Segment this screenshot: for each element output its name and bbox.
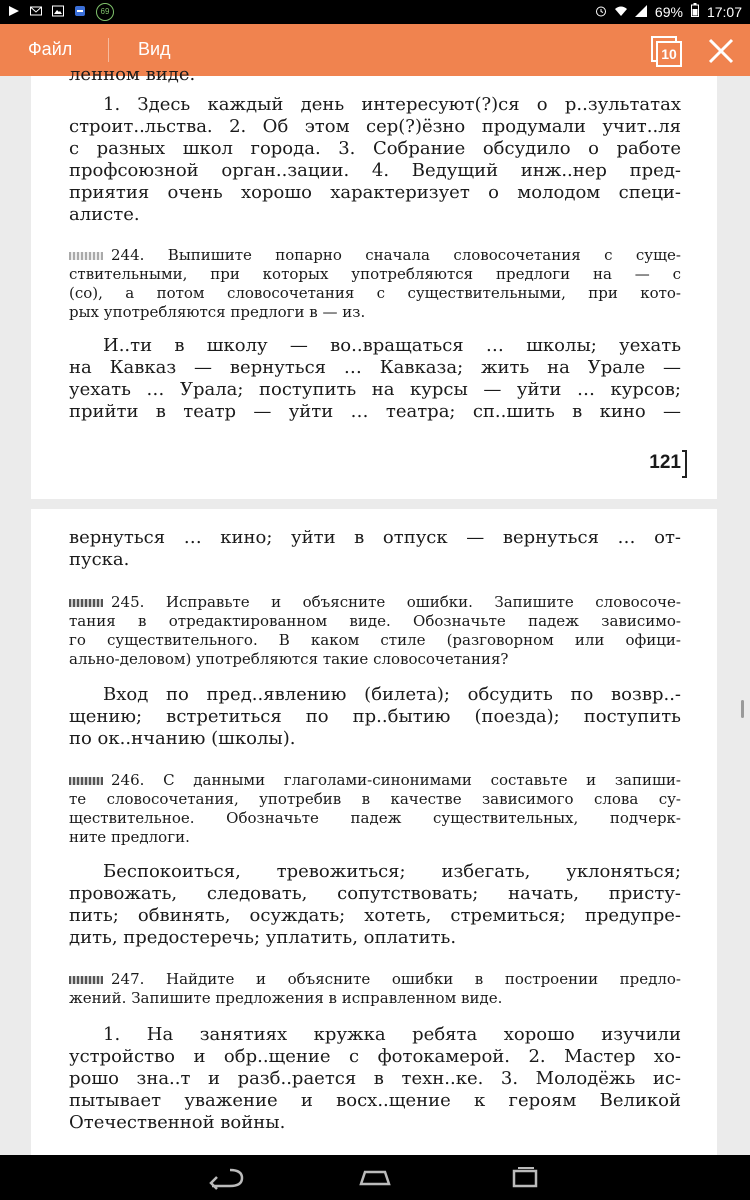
- signal-icon: [635, 4, 647, 20]
- clock-time: 17:07: [706, 3, 742, 20]
- exercise-247-body-line: устройство и обр..щение с фотокамерой. 2. Мастер хо-: [69, 1046, 681, 1067]
- close-icon: [706, 36, 736, 66]
- book-page-122: [31, 509, 717, 1155]
- back-button[interactable]: [200, 1164, 248, 1192]
- app-icon: [74, 4, 86, 20]
- exercise-247-body-line: Отечественной войны.: [69, 1112, 286, 1133]
- mail-icon: [30, 4, 42, 20]
- page-count-button[interactable]: [651, 36, 679, 64]
- exercise-245-task-line: ально-деловом) употребляются такие словосочетания?: [69, 650, 509, 668]
- exercise-244-task-line: 244. Выпишите попарно сначала словосочетания с суще-: [111, 246, 681, 264]
- navigation-bar: [0, 1155, 750, 1200]
- status-bar: [0, 0, 750, 24]
- exercise-marker-icon: [69, 976, 103, 984]
- battery-icon: [691, 3, 699, 20]
- exercise-246-body-line: пить; обвинять, осуждать; хотеть, стремиться; предупре-: [69, 905, 681, 926]
- battery-percent: 69%: [654, 3, 683, 20]
- alarm-icon: [595, 4, 607, 20]
- exercise-246-task-line: ществительное. Обозначьте падеж существительных, подчерк-: [69, 809, 681, 827]
- exercise-245-body-line: Вход по пред..явлению (билета); обсудить по возвр..-: [103, 684, 681, 705]
- exercise-marker-icon: [69, 252, 103, 260]
- exercise-246-body-line: Беспокоиться, тревожиться; избегать, уклоняться;: [103, 861, 681, 882]
- exercise-marker-icon: [69, 599, 103, 607]
- exercise-244-body-line: на Кавказ — вернуться … Кавказа; жить на Урале —: [69, 357, 681, 378]
- back-icon: [200, 1164, 248, 1192]
- close-button[interactable]: [706, 36, 736, 66]
- continuation-line: пуска.: [69, 549, 130, 570]
- exercise-243-line: строит..льства. 2. Об этом сер(?)ёзно продумали учит..ля: [69, 116, 681, 137]
- exercise-243-line: профсоюзной орган..зации. 4. Ведущий инж..нер пред-: [69, 160, 681, 181]
- fragment-line: ленном виде.: [69, 64, 196, 85]
- scrollbar-thumb[interactable]: [741, 700, 744, 718]
- exercise-247-task-line: 247. Найдите и объясните ошибки в построении предло-: [111, 970, 681, 988]
- page-count-label: 10: [656, 41, 682, 67]
- toolbar-divider: [108, 38, 109, 62]
- exercise-244-body-line: И..ти в школу — во..вращаться … школы; уехать: [103, 335, 681, 356]
- page-number: 121: [649, 452, 681, 473]
- exercise-247-body-line: пытывает уважение и восх..щение к героям Великой: [69, 1090, 681, 1111]
- exercise-245-task-line: го существительного. В каком стиле (разговорном или офици-: [69, 631, 681, 649]
- exercise-244-task-line: рых употребляются предлоги в — из.: [69, 303, 366, 321]
- exercise-245-task-line: 245. Исправьте и объясните ошибки. Запишите словосоче-: [111, 593, 681, 611]
- exercise-marker-icon: [69, 777, 103, 785]
- exercise-246-body-line: дить, предостеречь; уплатить, оплатить.: [69, 927, 457, 948]
- exercise-247-task-line: жений. Запишите предложения в исправленном виде.: [69, 989, 503, 1007]
- view-menu-button[interactable]: Вид: [138, 39, 171, 59]
- exercise-243-line: с разных школ города. 3. Собрание обсудило о работе: [69, 138, 681, 159]
- exercise-244-task-line: (со), а потом словосочетания с существительными, при кото-: [69, 284, 681, 302]
- home-icon: [351, 1164, 399, 1192]
- notification-count-icon: 69: [96, 3, 114, 21]
- image-icon: [52, 4, 64, 20]
- home-button[interactable]: [351, 1164, 399, 1192]
- exercise-243-line: алисте.: [69, 204, 140, 225]
- exercise-245-task-line: тания в отредактированном виде. Обозначьте падеж зависимо-: [69, 612, 681, 630]
- exercise-243-line: приятия очень хорошо характеризует о молодом специ-: [69, 182, 681, 203]
- exercise-247-body-line: рошо зна..т и разб..рается в техн..ке. 3. Молодёжь ис-: [69, 1068, 681, 1089]
- page-number-bracket: [682, 450, 687, 478]
- exercise-246-task-line: 246. С данными глаголами-синонимами составьте и запиши-: [111, 771, 681, 789]
- exercise-243-line: 1. Здесь каждый день интересуют(?)ся о р..зультатах: [103, 94, 681, 115]
- recent-apps-icon: [500, 1164, 548, 1192]
- exercise-246-task-line: ните предлоги.: [69, 828, 190, 846]
- exercise-247-body-line: 1. На занятиях кружка ребята хорошо изучили: [103, 1024, 681, 1045]
- exercise-244-body-line: уехать … Урала; поступить на курсы — уйти … курсов;: [69, 379, 681, 400]
- exercise-245-body-line: по ок..нчанию (школы).: [69, 728, 296, 749]
- exercise-244-task-line: ствительными, при которых употребляются предлоги на — с: [69, 265, 681, 283]
- recent-apps-button[interactable]: [500, 1164, 548, 1192]
- exercise-246-task-line: те словосочетания, употребив в качестве зависимого слова су-: [69, 790, 681, 808]
- file-menu-button[interactable]: Файл: [28, 39, 73, 59]
- exercise-244-body-line: прийти в театр — уйти … театра; сп..шить в кино —: [69, 401, 681, 422]
- wifi-icon: [615, 4, 627, 20]
- continuation-line: вернуться … кино; уйти в отпуск — вернуться … от-: [69, 527, 681, 548]
- exercise-246-body-line: провожать, следовать, сопутствовать; начать, присту-: [69, 883, 681, 904]
- exercise-245-body-line: щению; встретиться по пр..бытию (поезда); поступить: [69, 706, 681, 727]
- book-page-121: [31, 64, 717, 499]
- play-store-icon: [8, 4, 20, 20]
